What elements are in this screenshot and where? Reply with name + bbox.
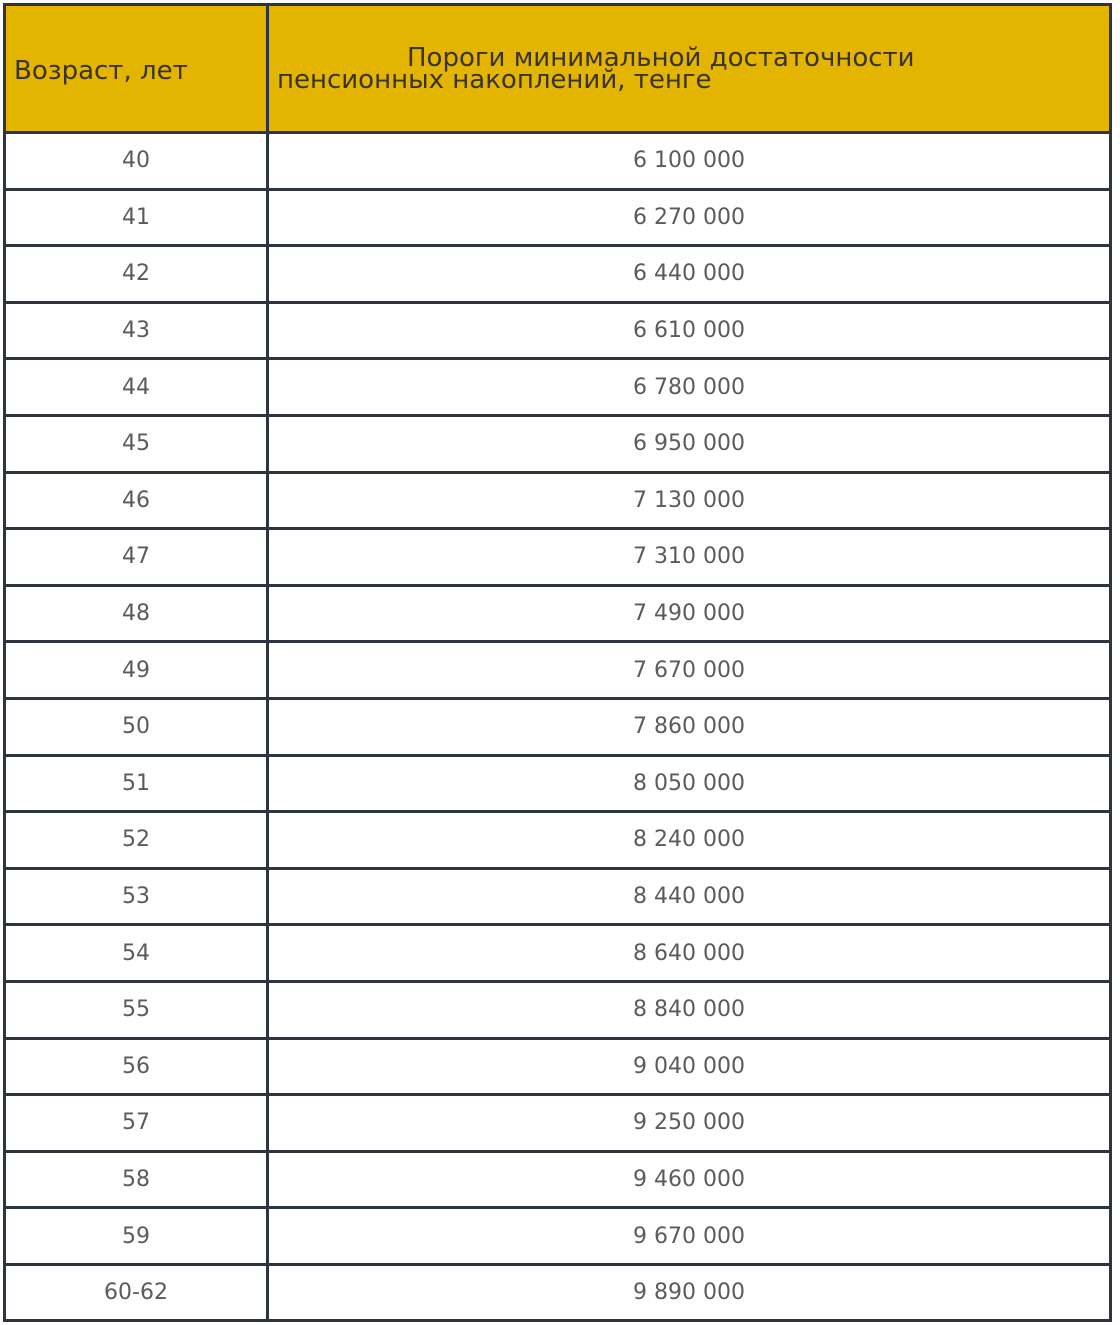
age-cell: 54 [5, 925, 268, 982]
threshold-amount-cell: 9 250 000 [268, 1095, 1111, 1152]
age-cell: 50 [5, 698, 268, 755]
threshold-amount-cell: 7 130 000 [268, 472, 1111, 529]
threshold-amount-cell: 9 460 000 [268, 1151, 1111, 1208]
threshold-amount-cell: 8 050 000 [268, 755, 1111, 812]
age-cell: 55 [5, 981, 268, 1038]
table-row [5, 981, 1111, 1038]
column-header-threshold-line2: пенсионных накоплений, тенге [277, 64, 712, 95]
age-cell: 47 [5, 529, 268, 586]
threshold-amount-cell: 6 270 000 [268, 189, 1111, 246]
age-cell: 45 [5, 415, 268, 472]
table-row [5, 359, 1111, 416]
threshold-amount-cell: 9 040 000 [268, 1038, 1111, 1095]
table-row [5, 868, 1111, 925]
table-row [5, 1038, 1111, 1095]
threshold-amount-cell: 7 490 000 [268, 585, 1111, 642]
threshold-amount-cell: 8 240 000 [268, 812, 1111, 869]
age-cell: 53 [5, 868, 268, 925]
threshold-amount-cell: 8 640 000 [268, 925, 1111, 982]
table-row [5, 189, 1111, 246]
threshold-amount-cell: 7 670 000 [268, 642, 1111, 699]
table-header [5, 5, 1111, 133]
threshold-amount-cell: 6 950 000 [268, 415, 1111, 472]
age-cell: 49 [5, 642, 268, 699]
threshold-amount-cell: 8 840 000 [268, 981, 1111, 1038]
age-cell: 52 [5, 812, 268, 869]
table-row [5, 585, 1111, 642]
threshold-amount-cell: 6 440 000 [268, 246, 1111, 303]
age-cell: 58 [5, 1151, 268, 1208]
table-row [5, 133, 1111, 190]
table-row [5, 302, 1111, 359]
column-header-threshold [268, 5, 1111, 133]
threshold-amount-cell: 6 610 000 [268, 302, 1111, 359]
column-header-age: Возраст, лет [5, 5, 268, 133]
age-cell: 51 [5, 755, 268, 812]
header-row [5, 5, 1111, 133]
threshold-amount-cell: 7 860 000 [268, 698, 1111, 755]
table-body [5, 133, 1111, 1321]
pension-threshold-table [3, 3, 1112, 1322]
age-cell: 43 [5, 302, 268, 359]
age-cell: 56 [5, 1038, 268, 1095]
threshold-amount-cell: 6 100 000 [268, 133, 1111, 190]
table-row [5, 472, 1111, 529]
age-cell: 48 [5, 585, 268, 642]
table-row [5, 925, 1111, 982]
table-row [5, 698, 1111, 755]
table-row [5, 755, 1111, 812]
table-row [5, 1095, 1111, 1152]
age-cell: 60-62 [5, 1264, 268, 1321]
threshold-amount-cell: 8 440 000 [268, 868, 1111, 925]
table-row [5, 246, 1111, 303]
age-cell: 57 [5, 1095, 268, 1152]
threshold-amount-cell: 9 670 000 [268, 1208, 1111, 1265]
table-row [5, 415, 1111, 472]
column-header-threshold-line1: Пороги минимальной достаточности [407, 42, 915, 73]
age-cell: 59 [5, 1208, 268, 1265]
table-row [5, 1151, 1111, 1208]
age-cell: 42 [5, 246, 268, 303]
threshold-amount-cell: 9 890 000 [268, 1264, 1111, 1321]
table-row [5, 642, 1111, 699]
threshold-amount-cell: 6 780 000 [268, 359, 1111, 416]
threshold-amount-cell: 7 310 000 [268, 529, 1111, 586]
age-cell: 44 [5, 359, 268, 416]
age-cell: 46 [5, 472, 268, 529]
table-row [5, 1264, 1111, 1321]
age-cell: 41 [5, 189, 268, 246]
table-row [5, 1208, 1111, 1265]
table-row [5, 812, 1111, 869]
age-cell: 40 [5, 133, 268, 190]
table-row [5, 529, 1111, 586]
